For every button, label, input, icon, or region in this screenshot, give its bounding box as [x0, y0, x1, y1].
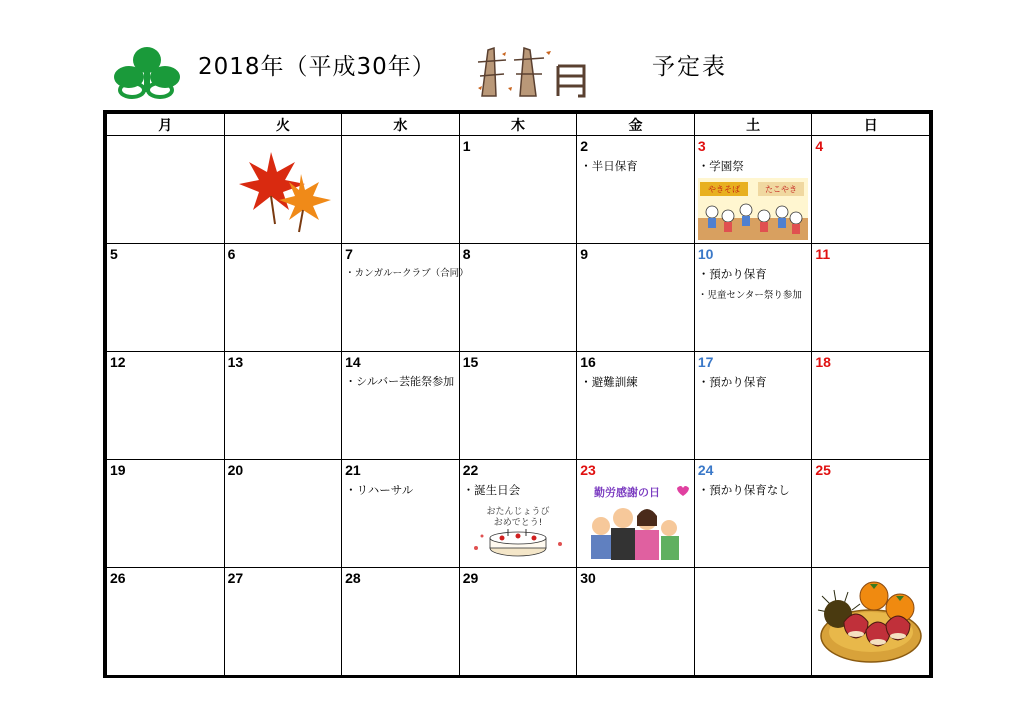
day-number: 20 — [227, 462, 244, 478]
labor-thanksgiving-day-illustration — [581, 480, 691, 562]
weekday-wed: 水 — [342, 114, 460, 136]
day-number-sunday: 4 — [815, 138, 824, 154]
day-cell — [459, 136, 577, 244]
day-cell — [694, 568, 812, 676]
weekday-sat: 土 — [694, 114, 812, 136]
day-cell — [812, 352, 930, 460]
day-number: 19 — [110, 462, 126, 478]
day-cell — [694, 244, 812, 352]
day-cell — [812, 460, 930, 568]
day-cell — [694, 352, 812, 460]
day-number-sunday: 25 — [815, 462, 831, 478]
day-number: 16 — [580, 354, 596, 370]
school-festival-illustration — [698, 178, 808, 240]
day-number: 26 — [110, 570, 126, 586]
day-cell — [577, 136, 695, 244]
day-cell — [577, 568, 695, 676]
week-row — [107, 460, 930, 568]
event-text: ・半日保育 — [580, 159, 638, 173]
day-number-sunday: 18 — [815, 354, 831, 370]
day-number-saturday: 17 — [697, 354, 714, 370]
event-text: ・リハーサル — [345, 483, 414, 497]
day-number-saturday: 24 — [697, 462, 714, 478]
weekday-thu: 木 — [459, 114, 577, 136]
svg-text:やきそば: やきそば — [707, 185, 740, 194]
day-number: 13 — [227, 354, 244, 370]
day-cell — [342, 244, 469, 352]
event-text: ・カンガルークラブ（合同） — [345, 268, 469, 279]
day-number: 22 — [462, 462, 479, 478]
day-cell — [224, 352, 342, 460]
event-text: ・預かり保育なし — [697, 483, 790, 497]
event-text: ・避難訓練 — [580, 375, 638, 389]
day-number-saturday: 10 — [697, 246, 714, 262]
day-cell — [459, 244, 577, 352]
weekday-tue: 火 — [224, 114, 342, 136]
week-row — [107, 136, 930, 244]
day-cell — [107, 244, 225, 352]
day-cell — [342, 136, 460, 244]
day-cell — [459, 460, 577, 568]
day-number-sunday: 11 — [815, 246, 831, 262]
day-number-holiday: 23 — [580, 462, 596, 478]
day-cell — [107, 136, 225, 244]
svg-text:勤労感謝の日: 勤労感謝の日 — [594, 486, 661, 499]
day-cell — [459, 568, 577, 676]
svg-text:おめでとう!: おめでとう! — [493, 518, 542, 528]
day-cell — [577, 460, 695, 568]
day-number: 28 — [345, 570, 361, 586]
day-number: 5 — [110, 246, 118, 262]
day-cell — [812, 244, 930, 352]
monthly-calendar — [103, 110, 933, 678]
day-number: 8 — [462, 246, 471, 262]
school-logo — [112, 44, 182, 100]
day-cell — [812, 568, 930, 676]
week-row — [107, 244, 930, 352]
day-number: 2 — [580, 138, 589, 154]
event-text: ・預かり保育 — [697, 267, 767, 281]
chestnut-persimmon-plate-illustration — [816, 574, 926, 672]
day-number: 27 — [227, 570, 244, 586]
day-cell — [342, 352, 460, 460]
day-number-holiday: 3 — [697, 138, 706, 154]
day-cell — [224, 244, 342, 352]
november-month-art — [472, 44, 592, 100]
day-cell — [224, 460, 342, 568]
weekday-fri: 金 — [577, 114, 695, 136]
day-cell — [577, 352, 695, 460]
day-number: 6 — [227, 246, 236, 262]
day-number: 9 — [580, 246, 589, 262]
day-cell — [577, 244, 695, 352]
birthday-cake-illustration — [466, 504, 570, 560]
day-cell — [694, 460, 812, 568]
svg-text:おたんじょうび: おたんじょうび — [486, 507, 550, 517]
day-cell — [694, 136, 812, 244]
calendar-year-title: 2018年（平成30年） — [198, 54, 436, 80]
day-cell — [107, 568, 225, 676]
day-number: 15 — [462, 354, 479, 370]
weekday-sun: 日 — [812, 114, 930, 136]
schedule-title: 予定表 — [652, 54, 727, 80]
day-number: 30 — [580, 570, 596, 586]
day-number: 7 — [345, 246, 353, 262]
autumn-maple-leaves-icon — [237, 144, 337, 236]
day-number: 14 — [345, 354, 361, 370]
day-number: 1 — [462, 138, 471, 154]
event-text: ・児童センター祭り参加 — [697, 290, 802, 301]
day-cell — [459, 352, 577, 460]
weekday-header-row — [107, 114, 930, 136]
week-row — [107, 352, 930, 460]
calendar-table — [106, 113, 930, 676]
event-text: ・預かり保育 — [697, 375, 767, 389]
event-text: ・シルバー芸能祭参加 — [345, 375, 455, 388]
day-number: 29 — [462, 570, 479, 586]
day-cell — [107, 460, 225, 568]
day-cell — [107, 352, 225, 460]
day-cell — [224, 136, 342, 244]
day-cell — [812, 136, 930, 244]
event-text: ・誕生日会 — [462, 483, 521, 497]
day-number: 12 — [110, 354, 126, 370]
day-cell — [342, 568, 460, 676]
week-row — [107, 568, 930, 676]
weekday-mon: 月 — [107, 114, 225, 136]
event-text: ・学園祭 — [697, 159, 744, 173]
svg-text:たこやき: たこやき — [764, 185, 797, 194]
day-cell — [342, 460, 460, 568]
day-cell — [224, 568, 342, 676]
day-number: 21 — [345, 462, 361, 478]
